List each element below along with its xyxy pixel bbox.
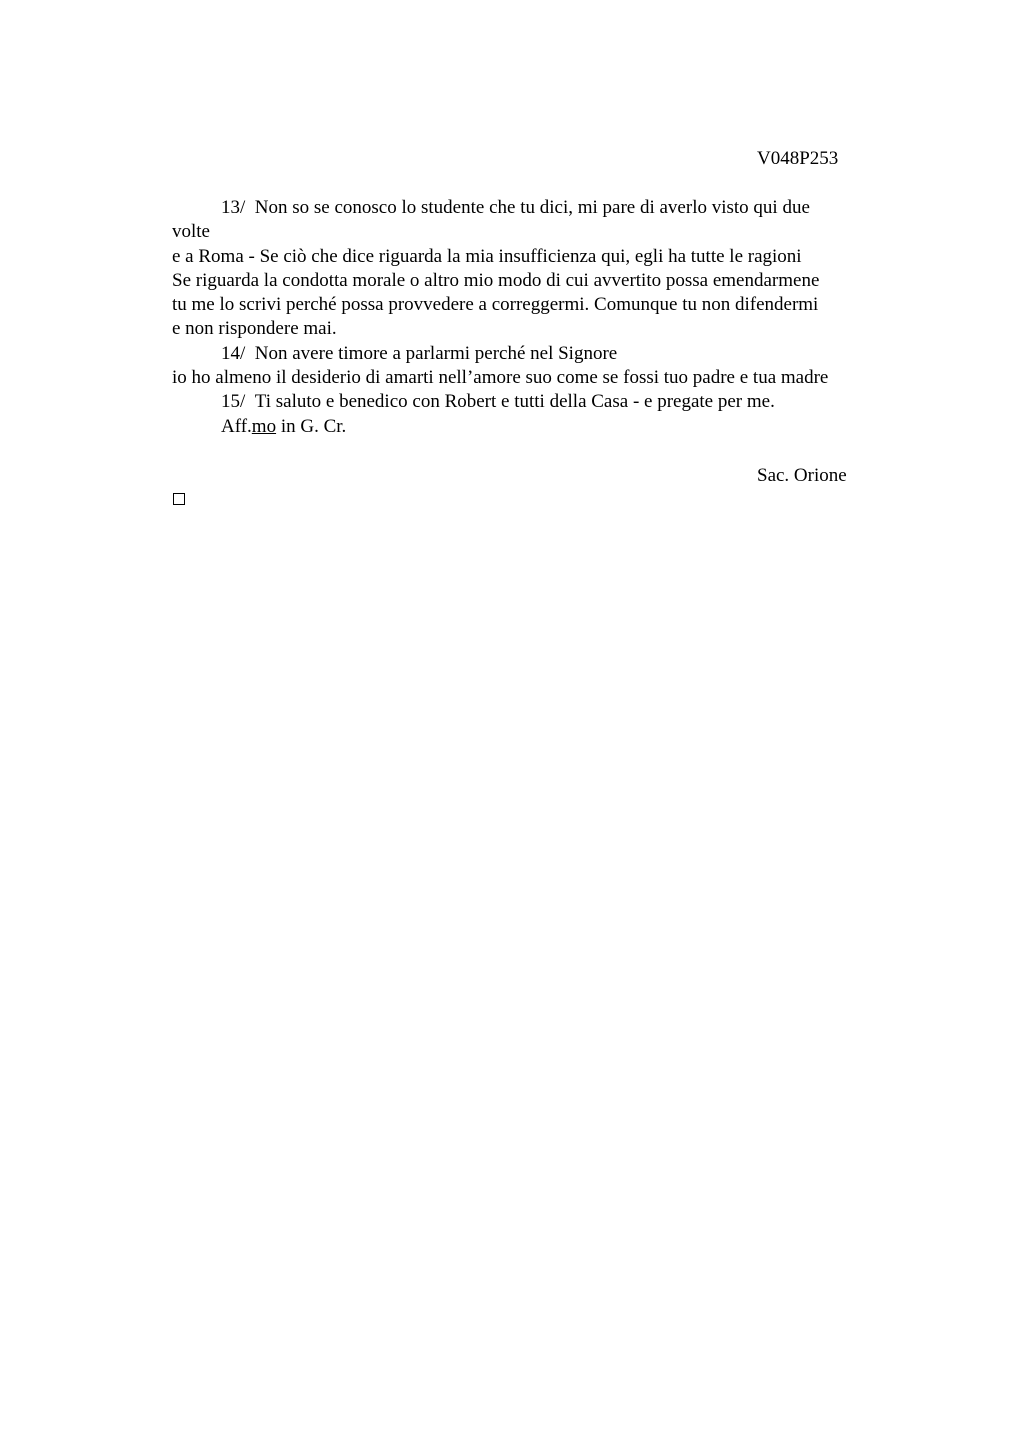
paragraph-13-line-6: e non rispondere mai. — [172, 318, 337, 340]
signature: Sac. Orione — [757, 465, 847, 486]
line-text: Non avere timore a parlarmi perché nel Signore — [254, 342, 618, 364]
paragraph-number: 15/ — [221, 391, 246, 413]
checkbox-square[interactable] — [173, 493, 185, 505]
document-reference-code: V048P253 — [757, 148, 839, 169]
closing-prefix: Aff. — [221, 415, 252, 437]
paragraph-13-line-5: tu me lo scrivi perché possa provvedere a correggermi. Comunque tu non difendermi — [172, 294, 819, 316]
closing-line — [172, 415, 892, 439]
letter-body — [172, 196, 892, 439]
paragraph-number: 13/ — [221, 197, 246, 218]
paragraph-14-line-2: io ho almeno il desiderio di amarti nell’amore suo come se fossi tuo padre e tua madre — [172, 367, 829, 389]
line-text: Ti saluto e benedico con Robert e tutti della Casa - e pregate per me. — [254, 391, 775, 413]
paragraph-13-line-2: volte — [172, 221, 210, 243]
closing-suffix: in G. Cr. — [276, 415, 347, 437]
paragraph-14-line-1 — [172, 342, 892, 366]
closing-underlined: mo — [251, 415, 277, 437]
paragraph-13-line-3: e a Roma - Se ciò che dice riguarda la mia insufficienza qui, egli ha tutte le ragioni — [172, 245, 802, 267]
line-text: Non so se conosco lo studente che tu dici, mi pare di averlo visto qui due — [254, 197, 810, 218]
paragraph-13-line-1 — [172, 196, 892, 220]
paragraph-15-line-1 — [172, 390, 892, 414]
paragraph-13-line-4: Se riguarda la condotta morale o altro mio modo di cui avvertito possa emendarmene — [172, 269, 820, 291]
paragraph-number: 14/ — [221, 342, 246, 364]
